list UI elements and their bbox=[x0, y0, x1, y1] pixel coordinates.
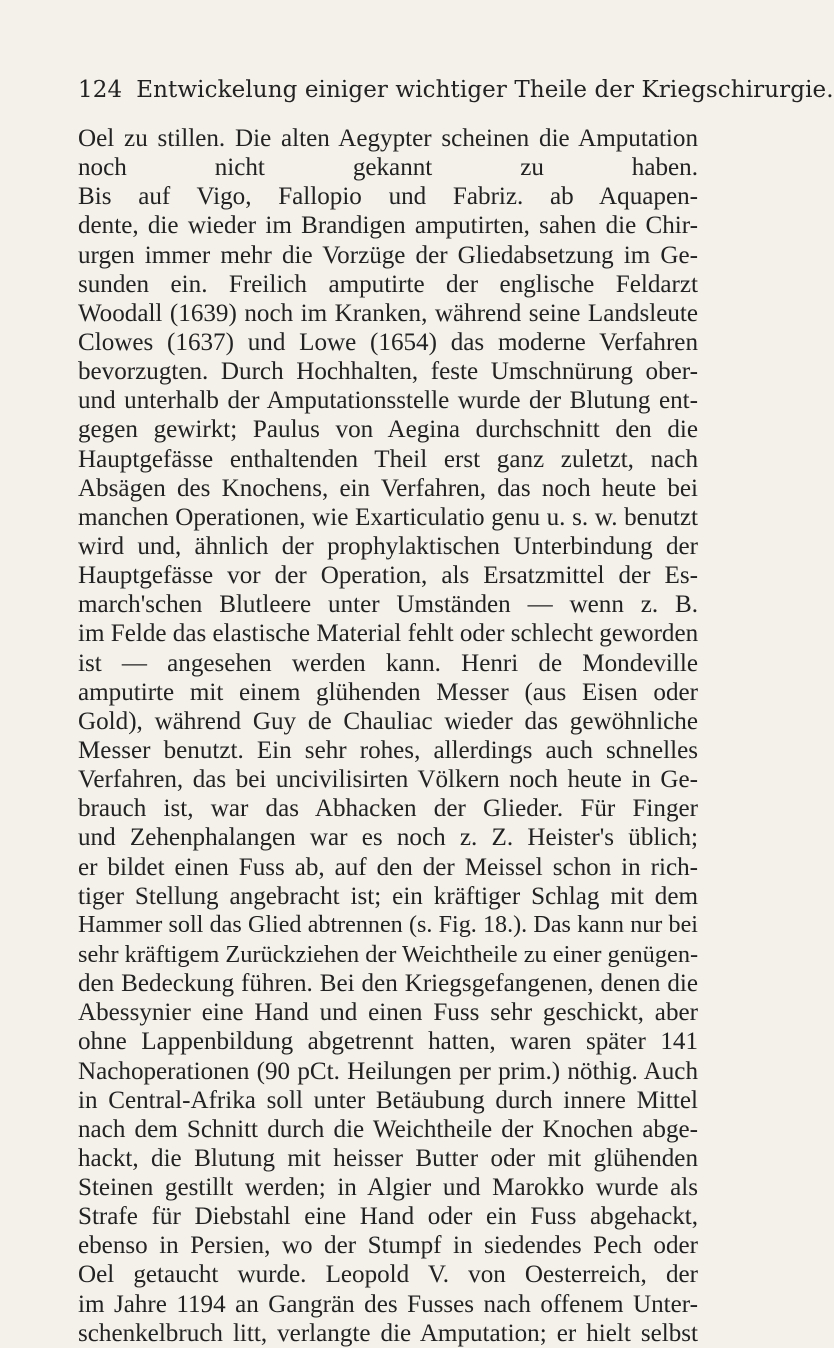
text-line: und unterhalb der Amputationsstelle wurde der Blutung ent- bbox=[78, 387, 698, 415]
text-line: Abessynier eine Hand und einen Fuss sehr geschickt, aber bbox=[78, 999, 698, 1027]
text-line: Nachoperationen (90 pCt. Heilungen per prim.) nöthig. Auch bbox=[78, 1057, 698, 1085]
text-line: Hauptgefässe enthaltenden Theil erst ganz zuletzt, nach bbox=[78, 445, 698, 473]
page-number: 124 bbox=[78, 77, 123, 103]
text-line: im Felde das elastische Material fehlt oder schlecht geworden bbox=[78, 620, 699, 648]
text-line: Messer benutzt. Ein sehr rohes, allerdings auch schnelles bbox=[78, 736, 698, 764]
text-line: schenkelbruch litt, verlangte die Amputation; er hielt selbst bbox=[78, 1319, 698, 1347]
text-line: noch nicht gekannt zu haben. bbox=[78, 154, 698, 182]
text-line: sunden ein. Freilich amputirte der englische Feldarzt bbox=[78, 270, 698, 298]
text-line: ohne Lappenbildung abgetrennt hatten, waren später 141 bbox=[78, 1028, 698, 1056]
text-line: urgen immer mehr die Vorzüge der Gliedabsetzung im Ge- bbox=[78, 241, 698, 269]
text-line: Hammer soll das Glied abtrennen (s. Fig. 18.). Das kann nur bei bbox=[78, 911, 698, 938]
running-title: Entwickelung einiger wichtiger Theile der Kriegschirurgie. bbox=[136, 77, 834, 103]
text-line: Steinen gestillt werden; in Algier und Marokko wurde als bbox=[78, 1174, 698, 1202]
text-line: brauch ist, war das Abhacken der Glieder. Für Finger bbox=[78, 795, 698, 823]
text-line: sehr kräftigem Zurückziehen der Weichtheile zu einer genügen- bbox=[78, 940, 699, 968]
text-line: hackt, die Blutung mit heisser Butter oder mit glühenden bbox=[78, 1144, 698, 1172]
text-line: Clowes (1637) und Lowe (1654) das moderne Verfahren bbox=[78, 328, 698, 356]
text-line: Hauptgefässe vor der Operation, als Ersatzmittel der Es- bbox=[78, 562, 698, 590]
text-line: Strafe für Diebstahl eine Hand oder ein Fuss abgehackt, bbox=[78, 1203, 698, 1231]
text-line: manchen Operationen, wie Exarticulatio genu u. s. w. benutzt bbox=[78, 503, 698, 531]
text-line: und Zehenphalangen war es noch z. Z. Heister's üblich; bbox=[78, 824, 698, 852]
text-line: bevorzugten. Durch Hochhalten, feste Umschnürung ober- bbox=[78, 358, 698, 386]
text-line: Woodall (1639) noch im Kranken, während seine Landsleute bbox=[78, 299, 698, 327]
text-line: im Jahre 1194 an Gangrän des Fusses nach offenem Unter- bbox=[78, 1290, 698, 1318]
text-line: tiger Stellung angebracht ist; ein kräftiger Schlag mit dem bbox=[78, 882, 698, 910]
text-line: ebenso in Persien, wo der Stumpf in siedendes Pech oder bbox=[78, 1232, 698, 1260]
text-line: in Central-Afrika soll unter Betäubung durch innere Mittel bbox=[78, 1086, 698, 1114]
running-header bbox=[78, 77, 834, 109]
text-line: amputirte mit einem glühenden Messer (aus Eisen oder bbox=[78, 678, 698, 706]
text-line: Verfahren, das bei uncivilisirten Völkern noch heute in Ge- bbox=[78, 766, 698, 794]
text-line: Gold), während Guy de Chauliac wieder das gewöhnliche bbox=[78, 707, 698, 735]
text-line: dente, die wieder im Brandigen amputirten, sahen die Chir- bbox=[78, 212, 698, 240]
text-line: Bis auf Vigo, Fallopio und Fabriz. ab Aquapen- bbox=[78, 183, 698, 211]
body-text bbox=[78, 124, 698, 1348]
text-line: gegen gewirkt; Paulus von Aegina durchschnitt den die bbox=[78, 416, 698, 444]
text-line: den Bedeckung führen. Bei den Kriegsgefangenen, denen die bbox=[78, 970, 698, 998]
text-line: Oel zu stillen. Die alten Aegypter scheinen die Amputation bbox=[78, 125, 698, 152]
text-line: nach dem Schnitt durch die Weichtheile der Knochen abge- bbox=[78, 1115, 698, 1143]
text-line: march'schen Blutleere unter Umständen — wenn z. B. bbox=[78, 591, 698, 619]
text-line: Absägen des Knochens, ein Verfahren, das noch heute bei bbox=[78, 474, 698, 502]
text-line: wird und, ähnlich der prophylaktischen Unterbindung der bbox=[78, 532, 698, 560]
text-line: Oel getaucht wurde. Leopold V. von Oesterreich, der bbox=[78, 1261, 698, 1289]
text-line: er bildet einen Fuss ab, auf den der Meissel schon in rich- bbox=[78, 853, 698, 881]
text-line: ist — angesehen werden kann. Henri de Mondeville bbox=[78, 649, 698, 677]
